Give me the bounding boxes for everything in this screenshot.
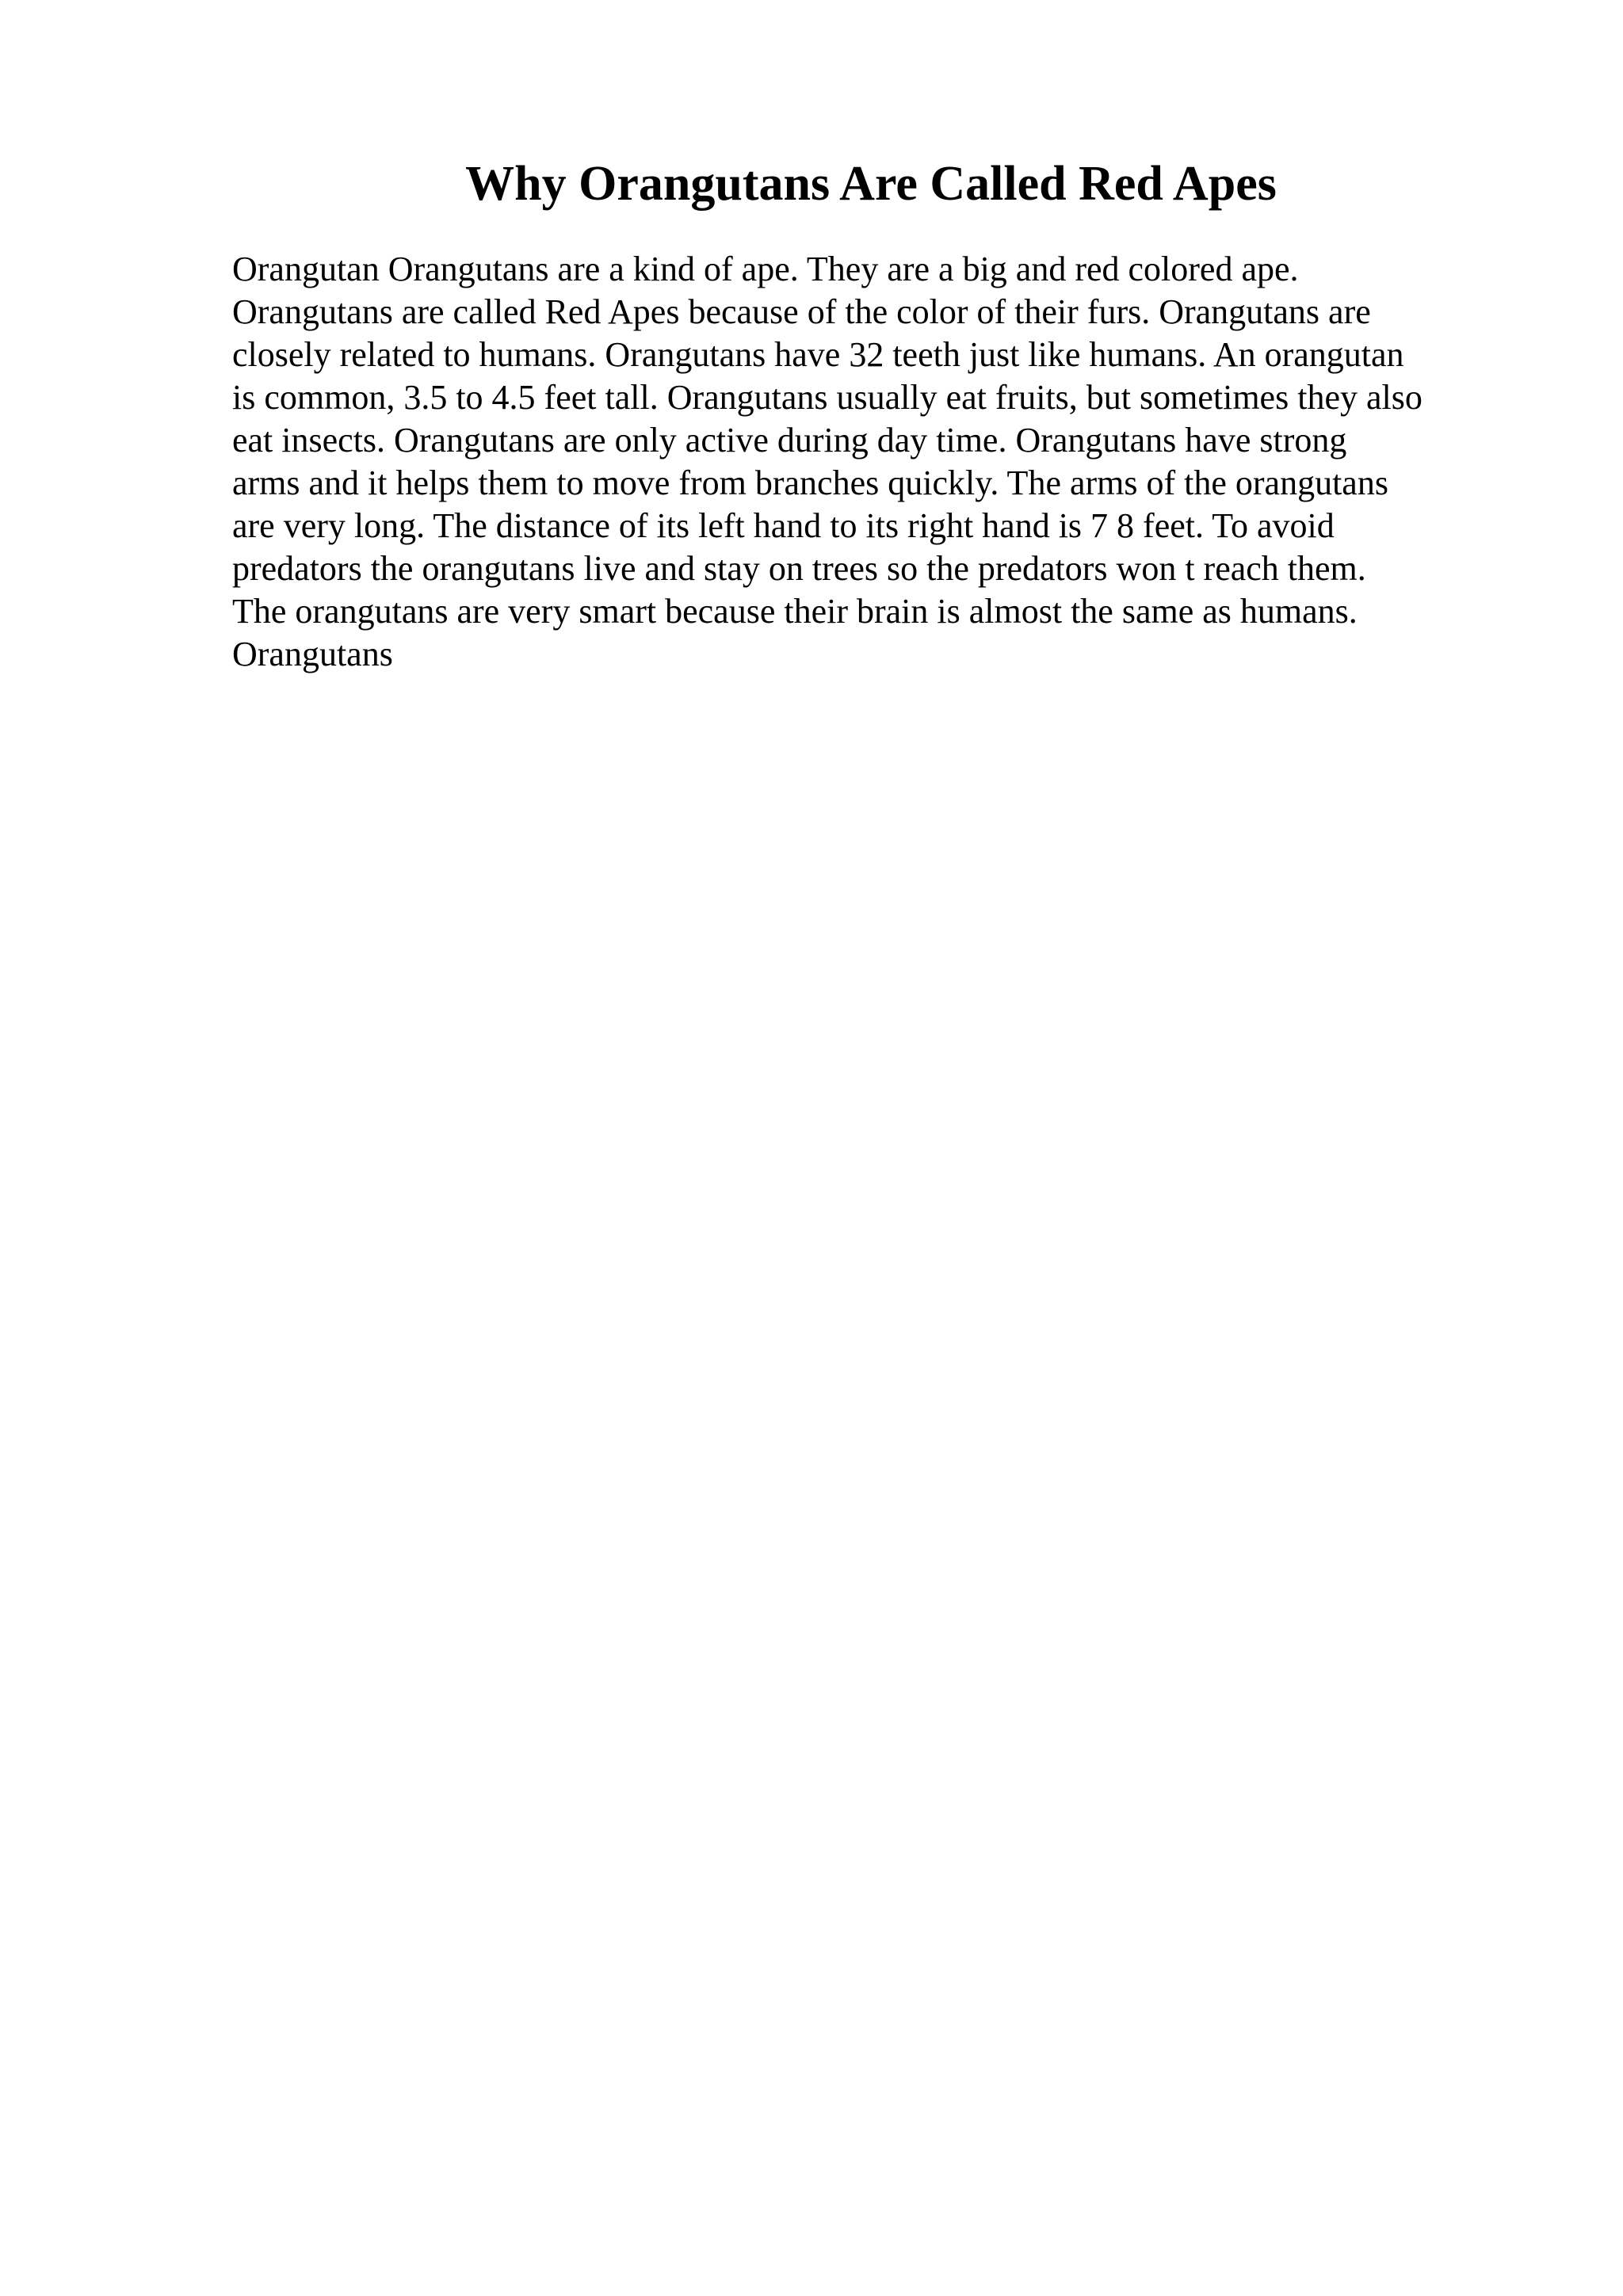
body-line: arms and it helps them to move from branches quickly. The arms of the orangutans [232,463,1388,502]
body-line: The orangutans are very smart because their brain is almost the same as humans. [232,592,1358,631]
document-body [232,248,1516,676]
body-line: are very long. The distance of its left hand to its right hand is 7 8 feet. To avoid [232,506,1335,545]
document-title: Why Orangutans Are Called Red Apes [465,157,1277,211]
body-line: Orangutan Orangutans are a kind of ape. They are a big and red colored ape. [232,250,1299,288]
body-line: is common, 3.5 to 4.5 feet tall. Orangutans usually eat fruits, but sometimes they also [232,378,1423,417]
body-line: Orangutans are called Red Apes because of the color of their furs. Orangutans are [232,292,1371,331]
body-line: predators the orangutans live and stay on trees so the predators won t reach them. [232,549,1366,588]
body-line: closely related to humans. Orangutans have 32 teeth just like humans. An orangutan [232,335,1404,374]
body-line: Orangutans [232,635,393,673]
body-line: eat insects. Orangutans are only active during day time. Orangutans have strong [232,421,1347,460]
